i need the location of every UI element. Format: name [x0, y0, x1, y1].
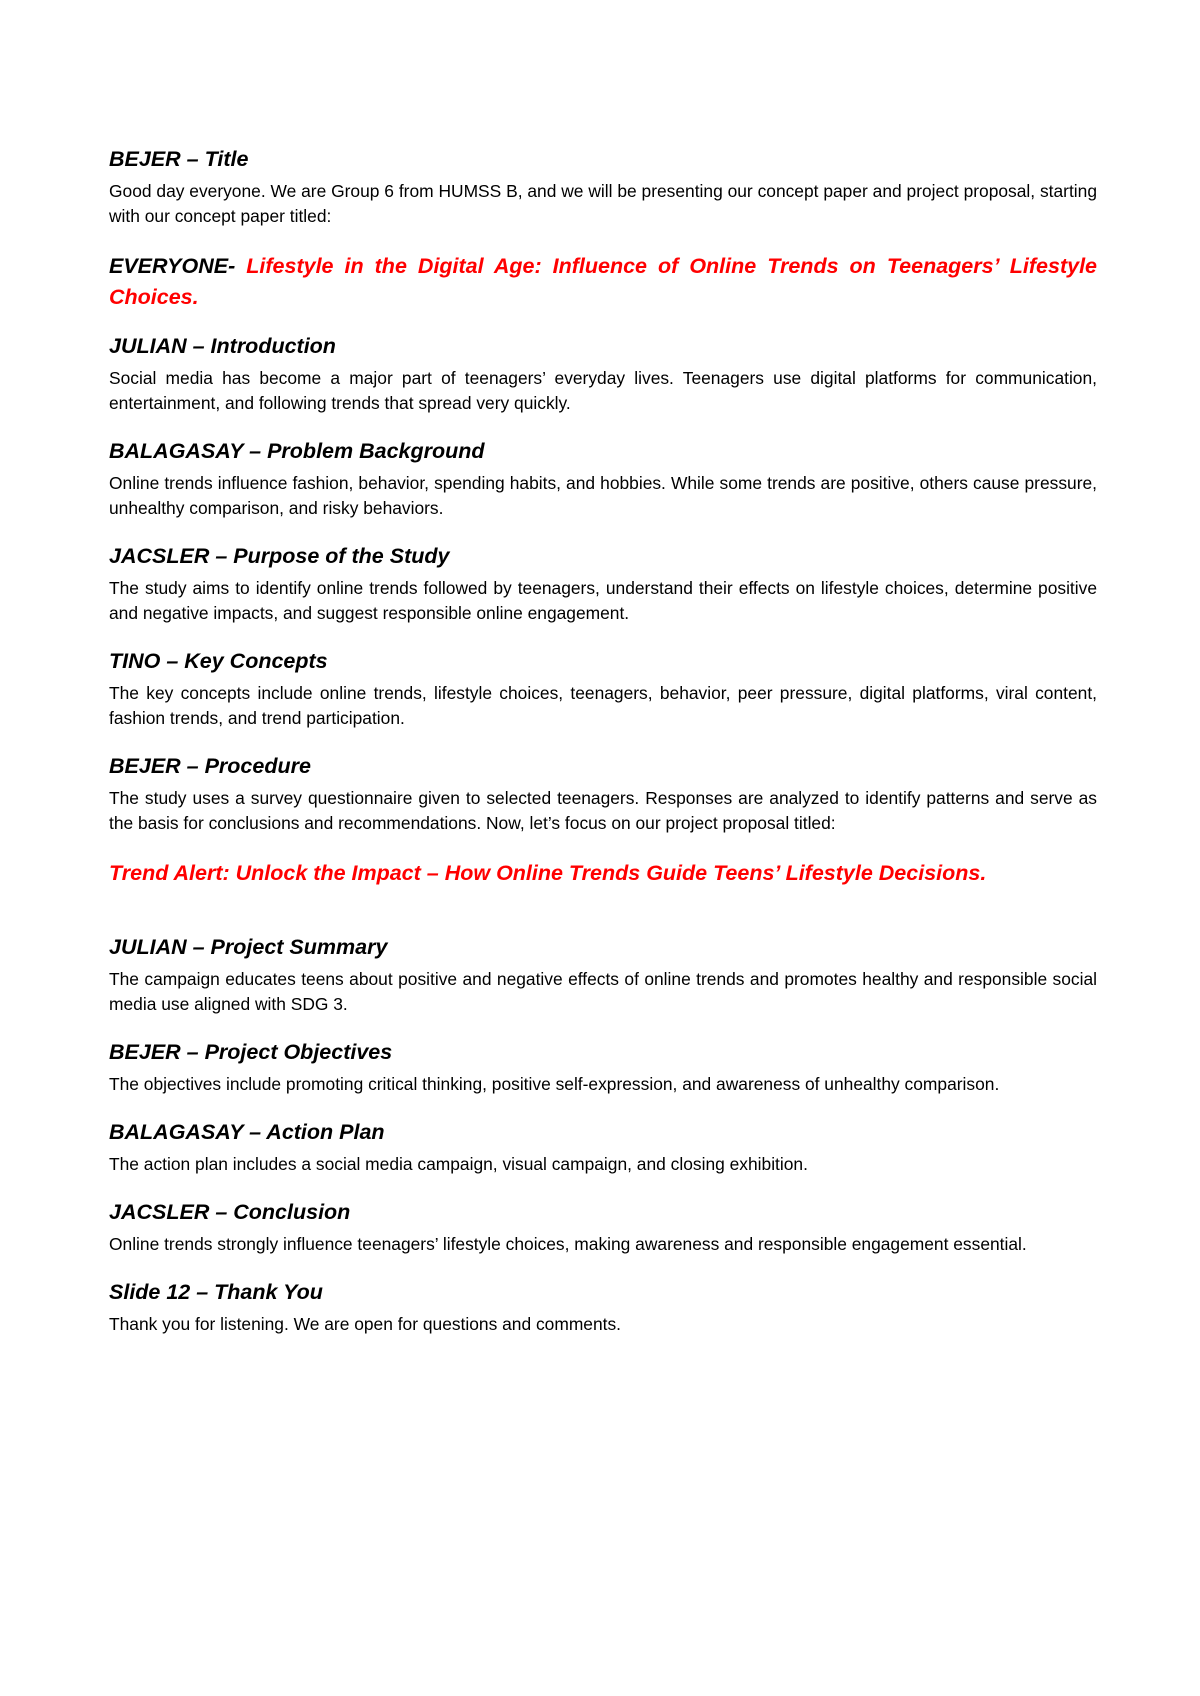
section-heading: BEJER – Procedure — [109, 754, 311, 778]
section-heading: JULIAN – Project Summary — [109, 935, 388, 959]
section-procedure — [109, 753, 1097, 836]
section-body: Good day everyone. We are Group 6 from HUMSS B, and we will be presenting our concept paper and project proposal, starting with our concept paper titled: — [109, 181, 1097, 226]
project-proposal-title-text: Trend Alert: Unlock the Impact – How Online Trends Guide Teens’ Lifestyle Decisions. — [109, 861, 987, 885]
project-proposal-title — [109, 858, 1097, 889]
section-thank-you — [109, 1279, 1097, 1337]
section-heading: BALAGASAY – Action Plan — [109, 1120, 385, 1144]
section-title-intro — [109, 146, 1097, 229]
section-body: Thank you for listening. We are open for questions and comments. — [109, 1314, 622, 1334]
section-heading: TINO – Key Concepts — [109, 649, 328, 673]
section-body: The study aims to identify online trends followed by teenagers, understand their effects on lifestyle choices, determine positive and negative impacts, and suggest responsible online engagement. — [109, 578, 1097, 623]
section-heading: Slide 12 – Thank You — [109, 1280, 323, 1304]
section-body: The campaign educates teens about positive and negative effects of online trends and promotes healthy and responsible social media use aligned with SDG 3. — [109, 969, 1097, 1014]
section-body: The action plan includes a social media campaign, visual campaign, and closing exhibition. — [109, 1154, 808, 1174]
section-body: The key concepts include online trends, lifestyle choices, teenagers, behavior, peer pressure, digital platforms, viral content, fashion trends, and trend participation. — [109, 683, 1097, 728]
section-heading: BEJER – Project Objectives — [109, 1040, 393, 1064]
section-body: The study uses a survey questionnaire given to selected teenagers. Responses are analyzed to identify patterns and serve as the basis for conclusions and recommendations. Now, let’s focus on our project proposal titled: — [109, 788, 1097, 833]
section-body: The objectives include promoting critical thinking, positive self-expression, and awareness of unhealthy comparison. — [109, 1074, 1000, 1094]
document-page — [109, 146, 1097, 1359]
section-problem-background — [109, 438, 1097, 521]
section-body: Online trends influence fashion, behavior, spending habits, and hobbies. While some trends are positive, others cause pressure, unhealthy comparison, and risky behaviors. — [109, 473, 1097, 518]
section-heading: JULIAN – Introduction — [109, 334, 336, 358]
section-project-objectives — [109, 1039, 1097, 1097]
title-speaker-prefix: EVERYONE- — [109, 254, 236, 278]
section-action-plan — [109, 1119, 1097, 1177]
section-project-summary — [109, 934, 1097, 1017]
section-body: Online trends strongly influence teenagers’ lifestyle choices, making awareness and responsible engagement essential. — [109, 1234, 1027, 1254]
concept-paper-title — [109, 251, 1097, 313]
section-conclusion — [109, 1199, 1097, 1257]
section-heading: JACSLER – Purpose of the Study — [109, 544, 450, 568]
section-body: Social media has become a major part of teenagers’ everyday lives. Teenagers use digital platforms for communication, entertainment, and following trends that spread very quickly. — [109, 368, 1097, 413]
section-heading: JACSLER – Conclusion — [109, 1200, 351, 1224]
section-heading: BALAGASAY – Problem Background — [109, 439, 485, 463]
concept-paper-title-text: Lifestyle in the Digital Age: Influence of Online Trends on Teenagers’ Lifestyle Choices. — [109, 254, 1098, 309]
section-purpose-of-study — [109, 543, 1097, 626]
section-heading: BEJER – Title — [109, 147, 249, 171]
section-key-concepts — [109, 648, 1097, 731]
section-introduction — [109, 333, 1097, 416]
